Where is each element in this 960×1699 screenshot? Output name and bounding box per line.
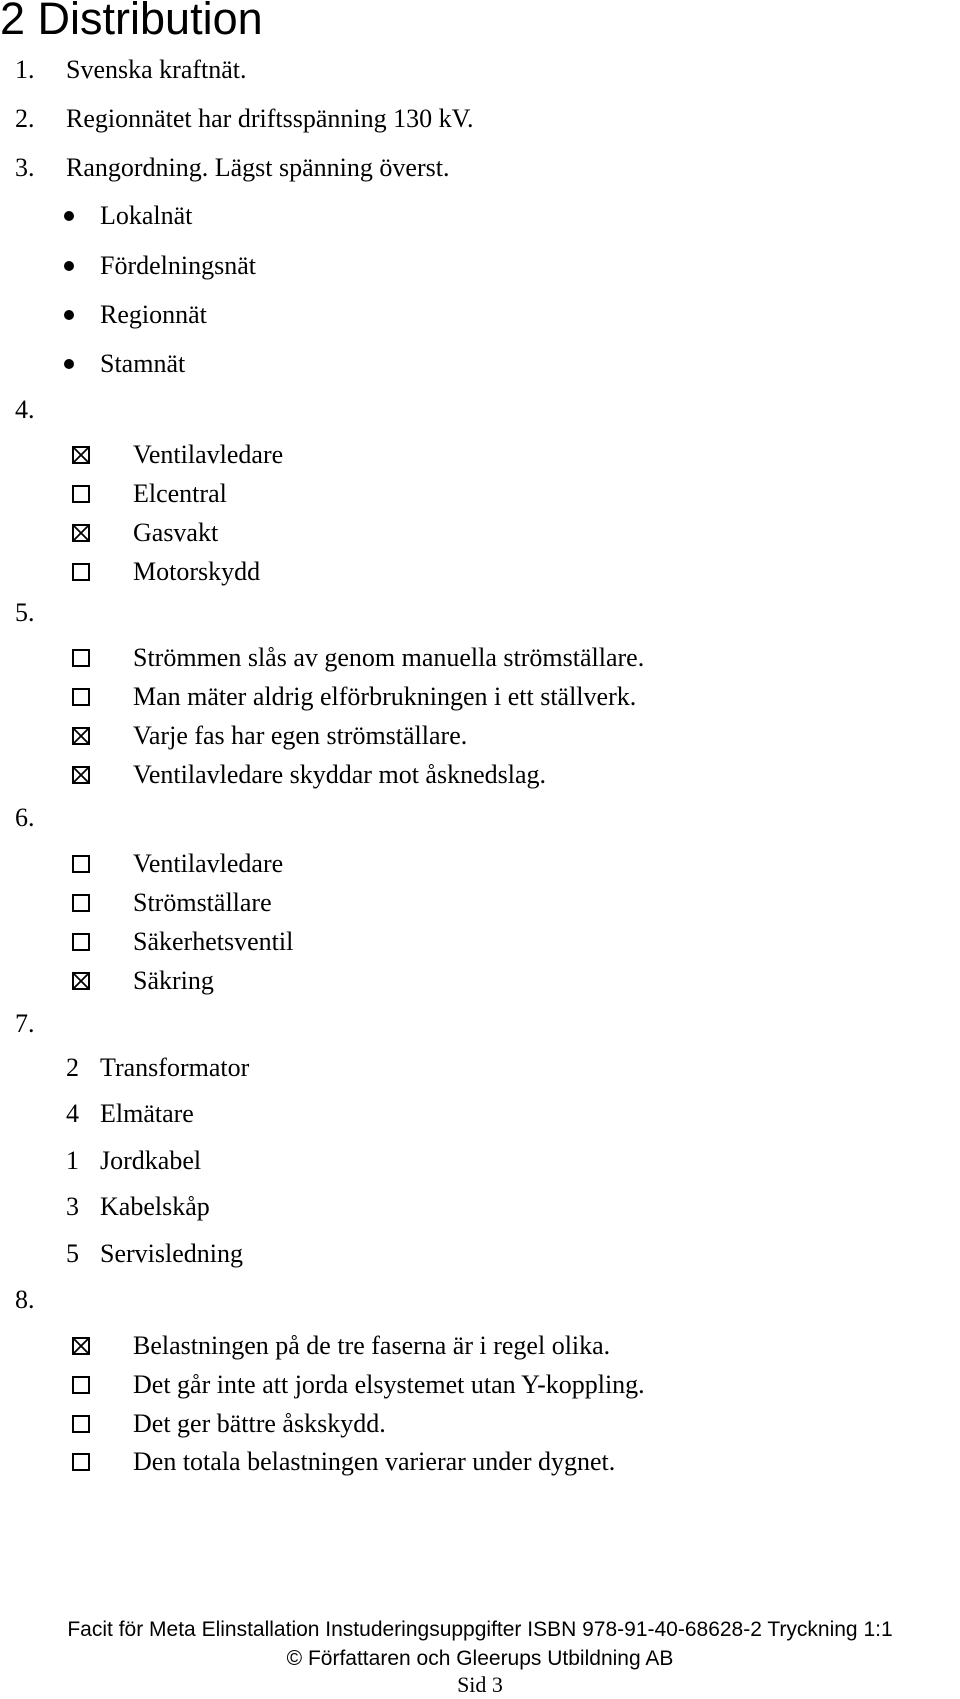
question-3-answer: Rangordning. Lägst spänning överst.: [66, 153, 450, 182]
checkbox-checked-icon: [72, 524, 90, 542]
checkbox-empty-icon: [72, 485, 90, 503]
footer-copyright: © Författaren och Gleerups Utbildning AB: [286, 1647, 674, 1670]
question-7-number: 7.: [15, 1009, 35, 1038]
q3-list-item: Regionnät: [100, 300, 207, 329]
q5-option-label: Ventilavledare skyddar mot åsknedslag.: [133, 760, 546, 789]
question-1-number: 1.: [15, 55, 35, 84]
question-1-answer: Svenska kraftnät.: [66, 55, 247, 84]
q7-pair-number: 4: [66, 1099, 79, 1128]
checkbox-empty-icon: [72, 1415, 90, 1433]
question-2-answer: Regionnätet har driftsspänning 130 kV.: [66, 104, 474, 133]
question-4-number: 4.: [15, 395, 35, 424]
q7-pair-number: 2: [66, 1053, 79, 1082]
q7-pair-label: Elmätare: [100, 1099, 194, 1128]
q4-option-label: Elcentral: [133, 479, 227, 508]
checkbox-empty-icon: [72, 894, 90, 912]
q7-pair-number: 3: [66, 1192, 79, 1221]
q3-list-item: Lokalnät: [100, 201, 193, 230]
checkbox-empty-icon: [72, 1376, 90, 1394]
q8-option-label: Det går inte att jorda elsystemet utan Y-koppling.: [133, 1370, 645, 1399]
q6-option-label: Strömställare: [133, 888, 272, 917]
q5-option-label: Varje fas har egen strömställare.: [133, 721, 468, 750]
q7-pair-label: Servisledning: [100, 1239, 243, 1268]
q8-option-label: Det ger bättre åskskydd.: [133, 1409, 386, 1438]
bullet-icon: [64, 359, 74, 369]
checkbox-empty-icon: [72, 563, 90, 581]
q7-pair-label: Jordkabel: [100, 1146, 202, 1175]
q3-list-item: Fördelningsnät: [100, 251, 256, 280]
q5-option-label: Strömmen slås av genom manuella strömställare.: [133, 643, 645, 672]
bullet-icon: [64, 261, 74, 271]
page-heading: 2 Distribution: [0, 0, 263, 44]
bullet-icon: [64, 310, 74, 320]
q7-pair-label: Kabelskåp: [100, 1192, 210, 1221]
question-8-number: 8.: [15, 1285, 35, 1314]
footer-page-number: Sid 3: [457, 1672, 503, 1697]
checkbox-checked-icon: [72, 446, 90, 464]
checkbox-checked-icon: [72, 1337, 90, 1355]
question-3-number: 3.: [15, 153, 35, 182]
q8-option-label: Den totala belastningen varierar under dygnet.: [133, 1447, 616, 1476]
checkbox-checked-icon: [72, 727, 90, 745]
q7-pair-label: Transformator: [100, 1053, 250, 1082]
q7-pair-number: 1: [66, 1146, 79, 1175]
q5-option-label: Man mäter aldrig elförbrukningen i ett ställverk.: [133, 682, 637, 711]
checkbox-empty-icon: [72, 1453, 90, 1471]
q7-pair-number: 5: [66, 1239, 79, 1268]
question-6-number: 6.: [15, 803, 35, 832]
footer-book-info: Facit för Meta Elinstallation Instuderingsuppgifter ISBN 978-91-40-68628-2 Tryckning 1:1: [67, 1618, 893, 1641]
q4-option-label: Ventilavledare: [133, 440, 284, 469]
question-2-number: 2.: [15, 104, 35, 133]
checkbox-empty-icon: [72, 933, 90, 951]
q8-option-label: Belastningen på de tre faserna är i regel olika.: [133, 1331, 611, 1360]
q6-option-label: Säkring: [133, 966, 214, 995]
q6-option-label: Säkerhetsventil: [133, 927, 294, 956]
checkbox-checked-icon: [72, 972, 90, 990]
checkbox-empty-icon: [72, 688, 90, 706]
q4-option-label: Gasvakt: [133, 518, 219, 547]
checkbox-checked-icon: [72, 766, 90, 784]
question-5-number: 5.: [15, 598, 35, 627]
q6-option-label: Ventilavledare: [133, 849, 284, 878]
checkbox-empty-icon: [72, 649, 90, 667]
q4-option-label: Motorskydd: [133, 557, 261, 586]
checkbox-empty-icon: [72, 855, 90, 873]
q3-list-item: Stamnät: [100, 349, 186, 378]
bullet-icon: [64, 211, 74, 221]
